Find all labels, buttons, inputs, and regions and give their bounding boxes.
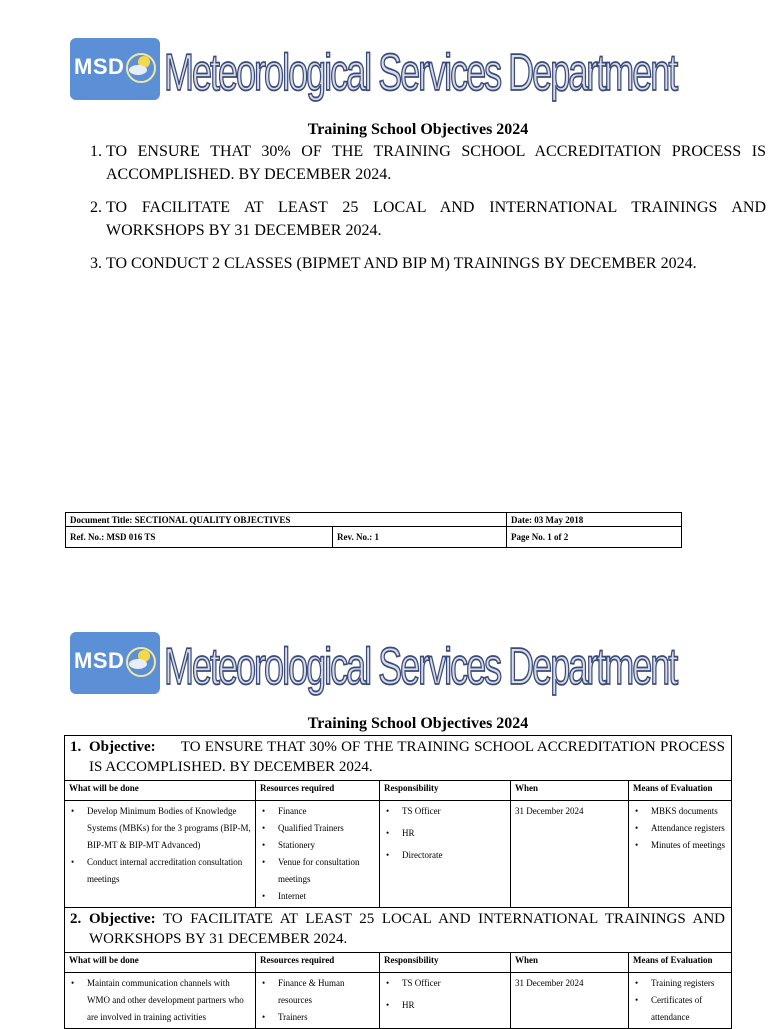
list-item: • TS Officer bbox=[402, 803, 506, 820]
col-header: What will be done bbox=[65, 953, 256, 973]
when-cell: 31 December 2024 bbox=[511, 973, 629, 1028]
objective-number: 2. bbox=[70, 911, 82, 927]
objective-item: 3. TO CONDUCT 2 CLASSES (BIPMET AND BIP M) TRAININGS BY DECEMBER 2024. bbox=[106, 252, 766, 275]
page-title: Training School Objectives 2024 bbox=[307, 121, 529, 138]
list-item: • Finance & Human resources bbox=[278, 975, 375, 1009]
resources-cell bbox=[256, 801, 380, 907]
list-item: • Qualified Trainers bbox=[278, 820, 375, 837]
list-item: • Develop Minimum Bodies of Knowledge Systems (MBKs) for the 3 programs (BIP-M, BIP-MT & BIP-MT Advanced) bbox=[87, 803, 251, 854]
col-header: Resources required bbox=[256, 781, 380, 801]
responsibility-cell bbox=[380, 973, 511, 1028]
msd-badge bbox=[70, 38, 160, 100]
page-cell: Page No. 1 of 2 bbox=[507, 527, 682, 548]
list-item: • Directorate bbox=[402, 847, 506, 864]
objective-number: 1. bbox=[70, 739, 82, 755]
objectives-list bbox=[82, 140, 766, 285]
page-title: Training School Objectives 2024 bbox=[307, 715, 529, 732]
date-cell: Date: 03 May 2018 bbox=[507, 513, 682, 527]
evaluation-cell bbox=[629, 973, 731, 1028]
col-header: Means of Evaluation bbox=[629, 781, 731, 801]
msd-badge bbox=[70, 632, 160, 694]
objective-heading bbox=[65, 736, 731, 781]
list-item: • Maintain communication channels with WMO and other development partners who are involved in training activities bbox=[87, 975, 251, 1026]
list-item: • TS Officer bbox=[402, 975, 506, 992]
objective-text: TO ENSURE THAT 30% OF THE TRAINING SCHOOL ACCREDITATION PROCESS IS ACCOMPLISHED. BY DECEMBER 2024. bbox=[89, 739, 725, 775]
rev-cell: Rev. No.: 1 bbox=[333, 527, 507, 548]
when-cell: 31 December 2024 bbox=[511, 801, 629, 907]
list-item: • Venue for consultation meetings bbox=[278, 854, 375, 888]
responsibility-cell bbox=[380, 801, 511, 907]
msd-badge-text: MSD bbox=[74, 54, 125, 79]
objective-label: Objective: bbox=[89, 739, 156, 755]
objective-heading bbox=[65, 908, 731, 953]
objective-text: TO FACILITATE AT LEAST 25 LOCAL AND INTERNATIONAL TRAININGS AND WORKSHOPS BY 31 DECEMBER 2024. bbox=[89, 911, 725, 947]
doc-title-cell: Document Title: SECTIONAL QUALITY OBJECTIVES bbox=[66, 513, 507, 527]
msd-wordmark: Meteorological Services Department bbox=[164, 42, 677, 102]
what-cell bbox=[65, 973, 256, 1028]
list-item: • Minutes of meetings bbox=[651, 837, 727, 854]
list-item: • HR bbox=[402, 825, 506, 842]
list-item: • MBKS documents bbox=[651, 803, 727, 820]
sun-cloud-icon bbox=[124, 44, 158, 94]
list-item: • Finance bbox=[278, 803, 375, 820]
document-footer-table bbox=[65, 512, 682, 548]
col-header: Responsibility bbox=[380, 953, 511, 973]
objective-item: 2. TO FACILITATE AT LEAST 25 LOCAL AND INTERNATIONAL TRAININGS AND WORKSHOPS BY 31 DECEMBER 2024. bbox=[106, 196, 766, 242]
msd-wordmark: Meteorological Services Department bbox=[164, 636, 677, 696]
col-header: What will be done bbox=[65, 781, 256, 801]
list-item: • Internet bbox=[278, 888, 375, 905]
resources-cell bbox=[256, 973, 380, 1028]
list-item: • Conduct internal accreditation consultation meetings bbox=[87, 854, 251, 888]
table-header-row bbox=[65, 781, 731, 801]
list-item: • HR bbox=[402, 997, 506, 1014]
msd-logo bbox=[70, 38, 677, 114]
evaluation-cell bbox=[629, 801, 731, 907]
objective-label: Objective: bbox=[89, 911, 156, 927]
col-header: When bbox=[511, 953, 629, 973]
table-row bbox=[65, 973, 731, 1028]
sun-cloud-icon bbox=[124, 638, 158, 688]
col-header: Means of Evaluation bbox=[629, 953, 731, 973]
list-item: • Training registers bbox=[651, 975, 727, 992]
ref-cell: Ref. No.: MSD 016 TS bbox=[66, 527, 333, 548]
table-row bbox=[65, 801, 731, 907]
msd-logo bbox=[70, 632, 677, 708]
table-header-row bbox=[65, 953, 731, 973]
list-item: • Certificates of attendance bbox=[651, 992, 727, 1026]
msd-badge-text: MSD bbox=[74, 648, 125, 673]
col-header: When bbox=[511, 781, 629, 801]
list-item: • Stationery bbox=[278, 837, 375, 854]
col-header: Responsibility bbox=[380, 781, 511, 801]
objectives-table bbox=[64, 735, 732, 1029]
list-item: • Attendance registers bbox=[651, 820, 727, 837]
col-header: Resources required bbox=[256, 953, 380, 973]
list-item: • Trainers bbox=[278, 1009, 375, 1026]
objective-item: 1. TO ENSURE THAT 30% OF THE TRAINING SCHOOL ACCREDITATION PROCESS IS ACCOMPLISHED. BY DECEMBER 2024. bbox=[106, 140, 766, 186]
what-cell bbox=[65, 801, 256, 907]
